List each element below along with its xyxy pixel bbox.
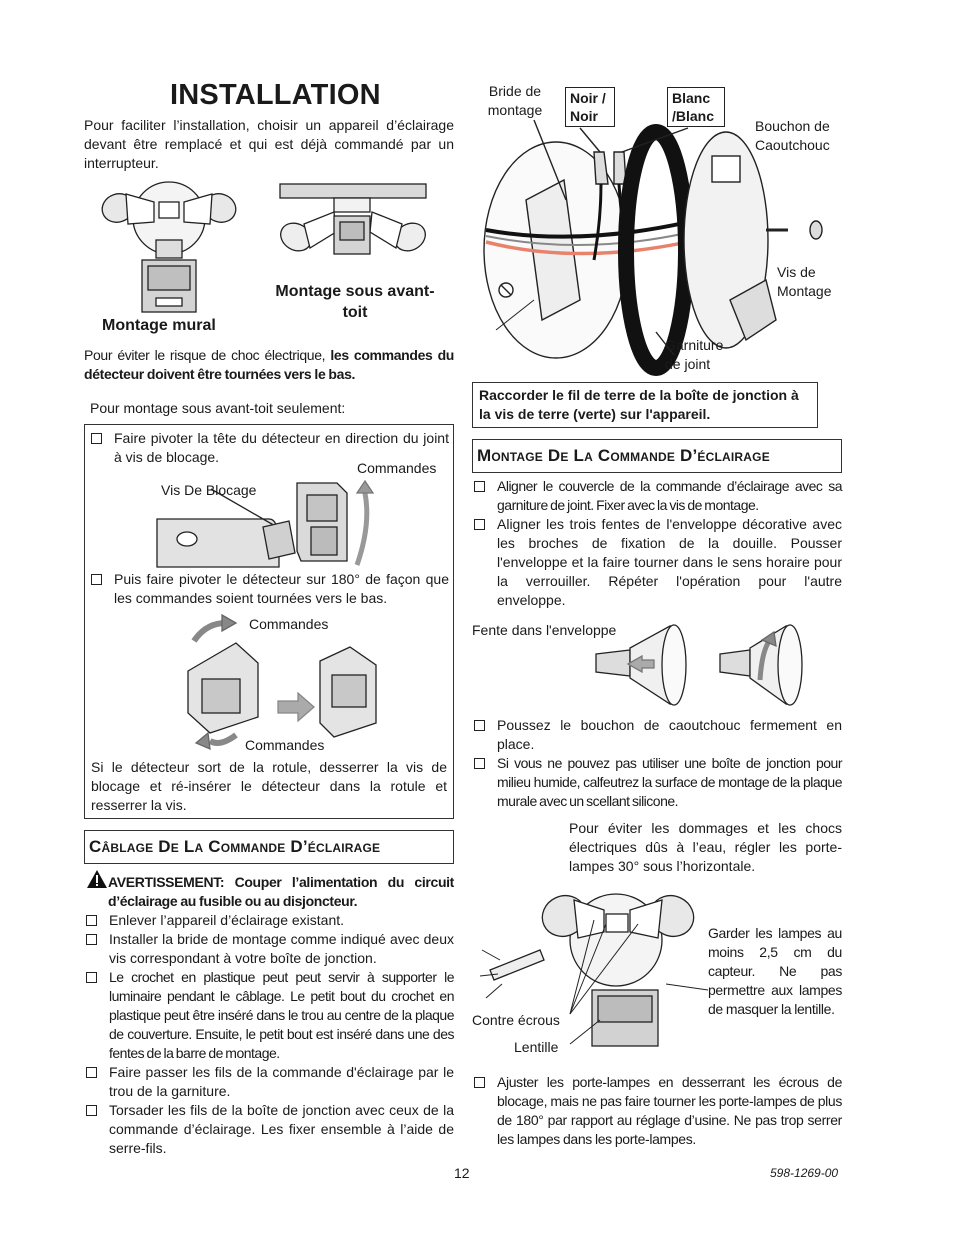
- mounting-step-3: Poussez le bouchon de caoutchouc fermement en place.: [472, 716, 842, 754]
- wiring-heading: Câblage De La Commande D’éclairage: [84, 830, 454, 864]
- locknut-label: Contre écrous: [472, 1012, 560, 1028]
- controls-label-3: Commandes: [245, 737, 325, 753]
- black-wire-label: Noir / Noir: [565, 87, 615, 127]
- detector-flip-illustration: [180, 617, 390, 747]
- eave-instructions-box: [84, 424, 454, 819]
- lamp-angle-note: Pour éviter les dommages et les chocs électriques dûs à l’eau, régler les porte-lampes 30° sous l’horizontale.: [569, 820, 842, 874]
- mounting-heading: Montage De La Commande D’éclairage: [472, 439, 842, 473]
- ground-wire-note: Raccorder le fil de terre de la boîte de jonction à la vis de terre (verte) sur l'appareil.: [472, 382, 818, 428]
- eave-step-2-list: [89, 570, 449, 608]
- controls-label-2: Commandes: [249, 616, 329, 632]
- wiring-steps-list: [84, 911, 454, 1158]
- bracket-label: Bride de montage: [487, 83, 543, 118]
- wall-mount-label: Montage mural: [102, 317, 216, 334]
- wall-mount-illustration: [96, 180, 246, 315]
- white-wire-label: Blanc /Blanc: [667, 87, 725, 127]
- shock-warning-paragraph: [84, 346, 454, 384]
- eave-mount-illustration: [272, 182, 432, 262]
- warning-icon: [86, 869, 108, 889]
- mounting-step-2: Aligner les trois fentes de l'enveloppe décorative avec les broches de fixation de la douille. Pousser l'enveloppe et la faire tourner dans le sens horaire pour la verrouiller. Répéter l'opération pour l'autre enveloppe.: [472, 515, 842, 610]
- mounting-step-1: Aligner le couvercle de la commande d’éclairage avec sa garniture de joint. Fixer avec la vis de montage.: [472, 477, 842, 515]
- gasket-label: Garniture de joint: [665, 337, 724, 372]
- slot-label: Fente dans l'enveloppe: [472, 622, 617, 638]
- document-code: 598-1269-00: [770, 1166, 839, 1180]
- eave-step-2: Puis faire pivoter le détecteur sur 180° de façon que les commandes soient tournées vers le bas.: [89, 570, 449, 608]
- shock-warning-text: Pour éviter le risque de choc électrique,: [84, 347, 331, 363]
- lamp-distance-note: Garder les lampes au moins 2,5 cm du capteur. Ne pas permettre aux lampes de masquer la lentille.: [708, 925, 842, 1017]
- lock-screw-label: Vis De Blocage: [161, 482, 257, 498]
- page-number: 12: [454, 1165, 470, 1181]
- eave-mount-label: Montage sous avant-toit: [275, 283, 435, 321]
- wiring-warning: AVERTISSEMENT: Couper l’alimentation du circuit d’éclairage au fusible ou au disjoncteur.: [108, 874, 454, 909]
- controls-label-1: Commandes: [357, 460, 437, 476]
- detector-rotation-illustration: [151, 475, 391, 575]
- eave-only-note: Pour montage sous avant-toit seulement:: [90, 400, 346, 416]
- mounting-steps-list: [472, 477, 842, 610]
- shock-warning-bold: les commandes du détecteur doivent être tournées vers le bas.: [84, 347, 454, 382]
- page-title: INSTALLATION: [170, 79, 381, 111]
- mounting-step-5: Ajuster les porte-lampes en desserrant les écrous de blocage, mais ne pas faire tourner les porte-lampes de plus de 180° par rapport au réglage d’usine. Ne pas trop serrer les lampes dans les porte-lampes.: [472, 1073, 842, 1149]
- wiring-step-4: Faire passer les fils de la commande d'éclairage par le trou de la garniture.: [84, 1063, 454, 1101]
- intro-paragraph: Pour faciliter l’installation, choisir un appareil d’éclairage devant être remplacé et qui est déjà commandé par un interrupteur.: [84, 117, 454, 171]
- mounting-screw-label: Vis de Montage: [777, 264, 832, 299]
- wiring-step-5: Torsader les fils de la boîte de jonction avec ceux de la commande d’éclairage. Les fixer ensemble à l’aide de serre-fils.: [84, 1101, 454, 1158]
- mounting-steps-list-2: [472, 716, 842, 811]
- eave-step-1: Faire pivoter la tête du détecteur en direction du joint à vis de blocage.: [89, 429, 449, 467]
- wiring-step-2: Installer la bride de montage comme indiqué avec deux vis correspondant à votre boîte de jonction.: [84, 930, 454, 968]
- mounting-step-4: Si vous ne pouvez pas utiliser une boîte de jonction pour milieu humide, calfeutrez la surface de montage de la plaque murale avec un scellant silicone.: [472, 754, 842, 811]
- wiring-step-1: Enlever l’appareil d’éclairage existant.: [84, 911, 454, 930]
- lens-label: Lentille: [514, 1039, 559, 1055]
- rubber-plug-label: Bouchon de Caoutchouc: [755, 118, 830, 153]
- eave-note: Si le détecteur sort de la rotule, desserrer la vis de blocage et ré-insérer le détecteur dans la rotule et resserrer la vis.: [91, 759, 447, 813]
- shroud-illustration: [590, 620, 820, 710]
- mounting-steps-list-3: [472, 1073, 842, 1149]
- wiring-step-3: Le crochet en plastique peut peut servir à supporter le luminaire pendant le câblage. Le petit bout du crochet en plastique peut être inséré dans le trou au centre de la plaque de couverture. Ensuite, le petit bout est inséré dans une des fentes de la barre de montage.: [84, 968, 454, 1063]
